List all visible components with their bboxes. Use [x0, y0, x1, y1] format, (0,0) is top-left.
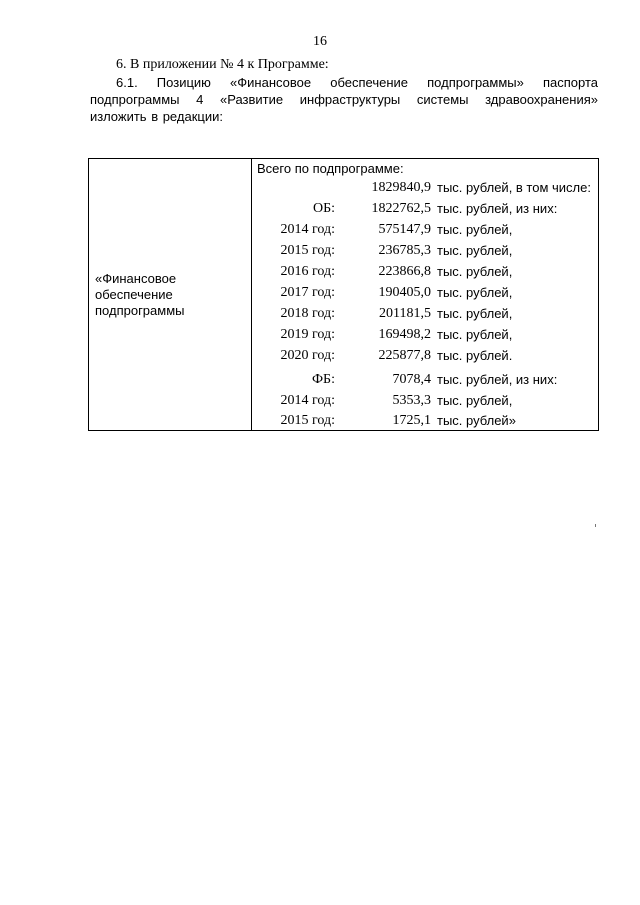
line-value: 1829840,9	[371, 180, 431, 195]
line-label: 2014 год:	[280, 222, 335, 237]
line-unit: тыс. рублей,	[437, 264, 513, 279]
line-unit: тыс. рублей.	[437, 348, 513, 363]
line-value: 190405,0	[378, 285, 431, 300]
paragraph-appendix-4: 6. В приложении № 4 к Программе:	[116, 57, 329, 72]
line-value: 223866,8	[378, 264, 431, 279]
financing-line-year	[257, 306, 597, 325]
financing-line-year	[257, 413, 597, 432]
line-value: 236785,3	[378, 243, 431, 258]
line-unit: тыс. рублей, из них:	[437, 372, 558, 387]
label-line: обеспечение	[95, 287, 173, 302]
total-heading: Всего по подпрограмме:	[257, 161, 404, 176]
line-unit: тыс. рублей,	[437, 285, 513, 300]
financing-line-year	[257, 243, 597, 262]
financing-line-year	[257, 264, 597, 283]
financing-line-ob	[257, 201, 597, 220]
financing-table	[88, 158, 599, 431]
financing-line-year	[257, 348, 597, 367]
line-label: ФБ:	[312, 372, 335, 387]
label-line: «Финансовое	[95, 271, 177, 286]
line-value: 575147,9	[378, 222, 431, 237]
line-value: 7078,4	[392, 372, 431, 387]
line-label: ОБ:	[312, 201, 335, 216]
line-value: 225877,8	[378, 348, 431, 363]
financing-line-year	[257, 285, 597, 304]
line-label: 2020 год:	[280, 348, 335, 363]
line-unit: тыс. рублей,	[437, 306, 513, 321]
line-unit: тыс. рублей, в том числе:	[437, 180, 591, 195]
line-unit: тыс. рублей,	[437, 327, 513, 342]
financing-line-year	[257, 393, 597, 412]
line-label: 2017 год:	[280, 285, 335, 300]
financing-line-year	[257, 222, 597, 241]
paragraph-position-financing: 6.1. Позицию «Финансовое обеспечение подпрограммы» паспорта подпрограммы 4 «Развитие инфраструктуры системы здравоохранения» изложить в редакции:	[90, 75, 598, 124]
page-number: 16	[313, 34, 327, 49]
label-line: подпрограммы	[95, 303, 185, 318]
table-row-label	[95, 271, 245, 319]
line-unit: тыс. рублей,	[437, 393, 513, 408]
line-value: 1822762,5	[371, 201, 431, 216]
line-label: 2018 год:	[280, 306, 335, 321]
line-label: 2015 год:	[280, 243, 335, 258]
line-unit: тыс. рублей»	[437, 413, 516, 428]
line-label: 2015 год:	[280, 413, 335, 428]
line-unit: тыс. рублей, из них:	[437, 201, 558, 216]
line-label: 2019 год:	[280, 327, 335, 342]
line-label: 2016 год:	[280, 264, 335, 279]
line-value: 201181,5	[379, 306, 431, 321]
line-value: 5353,3	[392, 393, 431, 408]
line-unit: тыс. рублей,	[437, 222, 513, 237]
line-label: 2014 год:	[280, 393, 335, 408]
table-column-divider	[251, 159, 252, 430]
line-value: 169498,2	[378, 327, 431, 342]
financing-line-year	[257, 327, 597, 346]
line-unit: тыс. рублей,	[437, 243, 513, 258]
scan-artifact	[595, 524, 596, 527]
financing-line-total	[257, 180, 597, 199]
line-value: 1725,1	[392, 413, 431, 428]
financing-line-fb	[257, 372, 597, 391]
